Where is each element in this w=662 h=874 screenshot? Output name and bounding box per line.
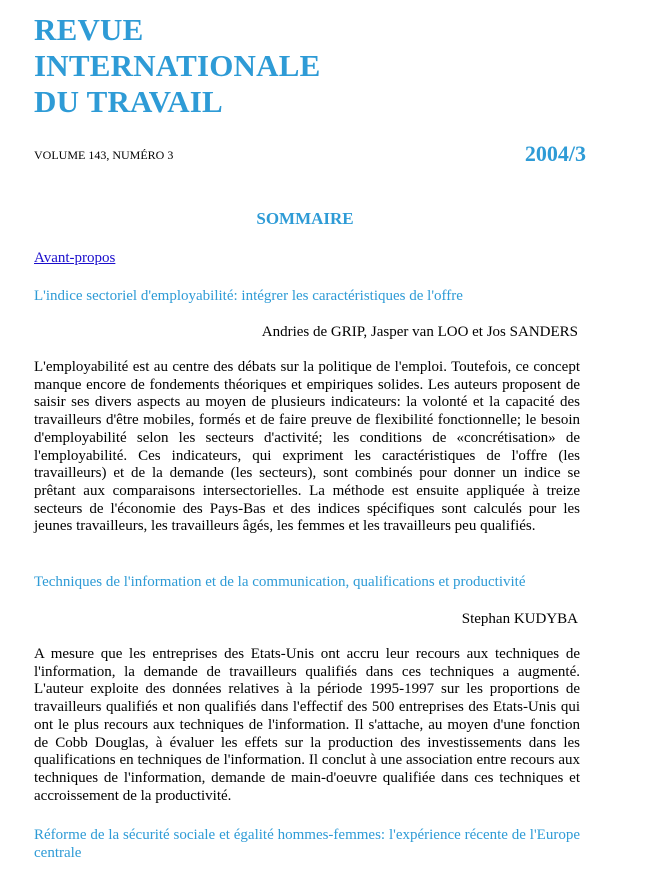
article-authors: Andries de GRIP, Jasper van LOO et Jos SANDERS — [261, 324, 578, 340]
article-title-link[interactable]: L'indice sectoriel d'employabilité: intégrer les caractéristiques de l'offre — [34, 288, 463, 304]
article-abstract: A mesure que les entreprises des Etats-Unis ont accru leur recours aux techniques de l'information, la demande de travailleurs qualifiés dans ces techniques a augmenté. L'auteur exploite des données relatives à la période 1995-1997 sur les proportions de travailleurs qualifiés et non qualifiés dans l'effectif des 500 entreprises des Etats-Unis qui ont le plus recours aux techniques de l'information. Il s'attache, au moyen d'une fonction de Cobb Douglas, à évaluer les effets sur la production des investissements dans les qualifications en techniques de l'information. Il conclut à une association entre recours aux techniques de l'information, demande de main-d'oeuvre qualifiée dans ces techniques et accroissement de la productivité. — [34, 646, 580, 804]
contents-heading: SOMMAIRE — [256, 209, 354, 228]
article-authors: Stephan KUDYBA — [461, 611, 578, 627]
foreword-link[interactable]: Avant-propos — [34, 250, 116, 266]
journal-title — [34, 12, 320, 120]
issue-year: 2004/3 — [524, 141, 586, 166]
article-title-link[interactable]: Réforme de la sécurité sociale et égalité hommes-femmes: l'expérience récente de l'Europe centrale — [34, 827, 580, 861]
journal-title-line: DU TRAVAIL — [34, 84, 223, 119]
volume-number: VOLUME 143, NUMÉRO 3 — [34, 148, 174, 162]
article-abstract: L'employabilité est au centre des débats sur la politique de l'emploi. Toutefois, ce concept manque encore de fondements théoriques et empiriques solides. Les auteurs proposent de saisir ses divers aspects au moyen de plusieurs indicateurs: la volonté et la capacité des travailleurs d'être mobiles, formés et de faire preuve de flexibilité fonctionnelle; le besoin d'employabilité selon les secteurs d'activité; les conditions de «concrétisation» de l'employabilité. Ces indicateurs, qui expriment les caractéristiques de l'offre (les travailleurs) et de la demande (les secteurs), sont combinés pour donner un indice se prêtant aux comparaisons intersectorielles. La méthode est ensuite appliquée à treize secteurs de l'économie des Pays-Bas et des indices spécifiques sont calculés pour les jeunes travailleurs, les travailleurs âgés, les femmes et les travailleurs peu qualifiés. — [34, 359, 580, 535]
article-title-link[interactable]: Techniques de l'information et de la communication, qualifications et productivité — [34, 574, 526, 590]
journal-title-line: INTERNATIONALE — [34, 48, 321, 83]
journal-title-line: REVUE — [34, 12, 144, 47]
